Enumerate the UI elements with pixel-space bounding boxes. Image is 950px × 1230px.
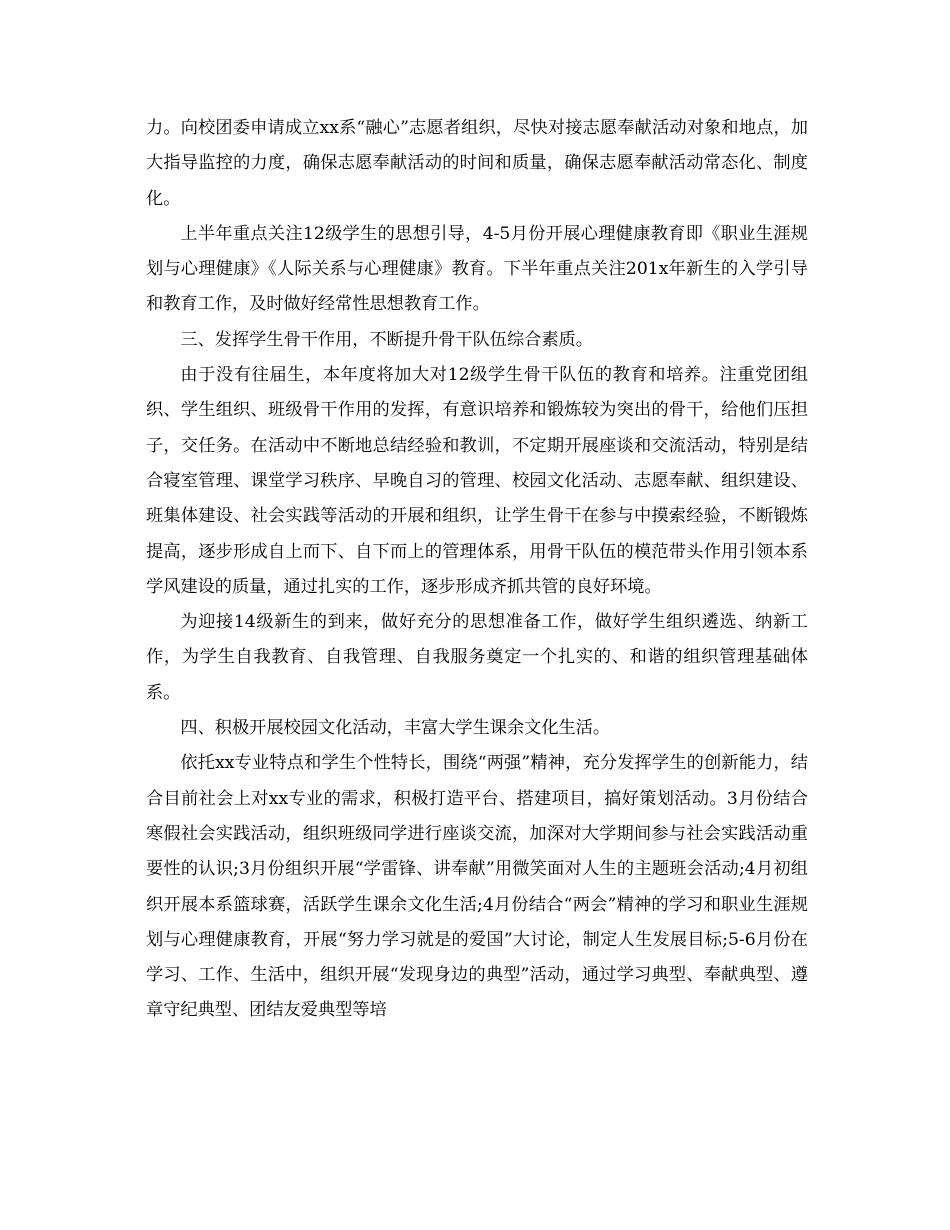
paragraph-volunteer-organization: 力。向校团委申请成立xx系“融心”志愿者组织，尽快对接志愿奉献活动对象和地点，加大指导监控的力度，确保志愿奉献活动的时间和质量，确保志愿奉献活动常态化、制度化。: [146, 118, 808, 209]
section-heading-campus-culture: 四、积极开展校园文化活动，丰富大学生课余文化生活。: [180, 718, 611, 739]
paragraph-student-leaders-training: 由于没有往届生，本年度将加大对12级学生骨干队伍的教育和培养。注重党团组织、学生组织、班级骨干作用的发挥，有意识培养和锻炼较为突出的骨干，给他们压担子，交任务。在活动中不断地总结经验和教训，不定期开展座谈和交流活动，特别是结合寝室管理、课堂学习秩序、早晚自习的管理、校园文化活动、志愿奉献、组织建设、班集体建设、社会实践等活动的开展和组织，让学生骨干在参与中摸索经验，不断锻炼提高，逐步形成自上而下、自下而上的管理体系，用骨干队伍的模范带头作用引领本系学风建设的质量，通过扎实的工作，逐步形成齐抓共管的良好环境。: [146, 365, 808, 597]
paragraph-campus-culture-activities: 依托xx专业特点和学生个性特长，围绕“两强”精神，充分发挥学生的创新能力，结合目前社会上对xx专业的需求，积极打造平台、搭建项目，搞好策划活动。3月份结合寒假社会实践活动，组织班级同学进行座谈交流，加深对大学期间参与社会实践活动重要性的认识;3月份组织开展“学雷锋、讲奉献”用微笑面对人生的主题班会活动;4月初组织开展本系篮球赛，活跃学生课余文化生活;4月份结合“两会”精神的学习和职业生涯规划与心理健康教育，开展“努力学习就是的爱国”大讨论，制定人生发展目标;5-6月份在学习、工作、生活中，组织开展“发现身边的典型”活动，通过学习典型、奉献典型、遵章守纪典型、团结友爱典型等培: [146, 753, 808, 1021]
paragraph-ideological-guidance: 上半年重点关注12级学生的思想引导，4-5月份开展心理健康教育即《职业生涯规划与心理健康》《人际关系与心理健康》教育。下半年重点关注201x年新生的入学引导和教育工作，及时做好经常性思想教育工作。: [146, 223, 808, 315]
section-heading-student-leaders: 三、发挥学生骨干作用，不断提升骨干队伍综合素质。: [180, 329, 593, 350]
paragraph-freshmen-preparation: 为迎接14级新生的到来，做好充分的思想准备工作，做好学生组织遴选、纳新工作，为学生自我教育、自我管理、自我服务奠定一个扎实的、和谐的组织管理基础体系。: [146, 612, 808, 703]
document-body: [146, 111, 808, 1029]
